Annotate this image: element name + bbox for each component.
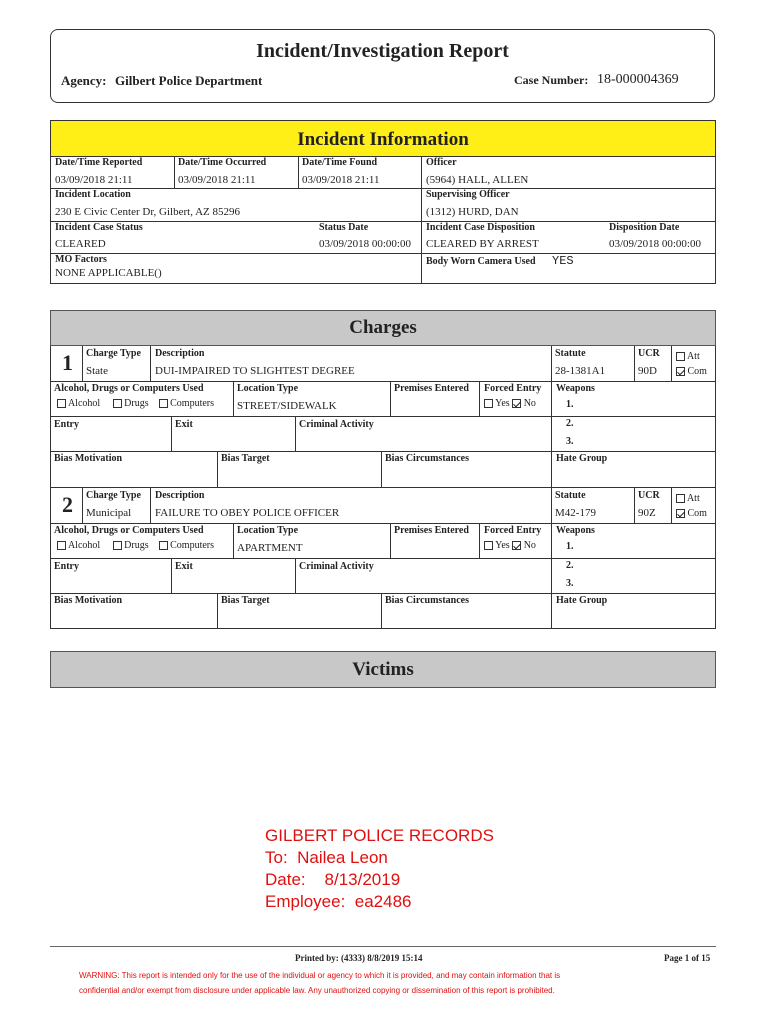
weapon-1: 1. bbox=[566, 541, 574, 552]
location-type-label: Location Type bbox=[237, 525, 299, 536]
records-stamp bbox=[265, 825, 494, 913]
mo-factors: NONE APPLICABLE() bbox=[55, 267, 162, 279]
com-checkbox[interactable] bbox=[676, 367, 685, 376]
att-checkbox-row bbox=[676, 493, 700, 504]
att-checkbox-row bbox=[676, 351, 700, 362]
no-label: No bbox=[523, 540, 536, 551]
supervising-officer: (1312) HURD, DAN bbox=[426, 206, 519, 218]
incident-section bbox=[50, 120, 716, 284]
charges-title-text: Charges bbox=[349, 317, 417, 338]
case-status-label: Incident Case Status bbox=[55, 222, 143, 233]
premises-entered-label: Premises Entered bbox=[394, 525, 469, 536]
report-title: Incident/Investigation Report bbox=[256, 40, 509, 62]
page-number: Page 1 of 15 bbox=[664, 953, 711, 963]
com-checkbox-row bbox=[676, 366, 707, 377]
case-status: CLEARED bbox=[55, 238, 106, 250]
weapon-3: 3. bbox=[566, 436, 574, 447]
alcohol-drugs-checkboxes bbox=[57, 540, 214, 551]
mo-factors-label: MO Factors bbox=[55, 254, 107, 265]
description-label: Description bbox=[155, 348, 205, 359]
case-number: 18-000004369 bbox=[597, 72, 679, 87]
criminal-activity-label: Criminal Activity bbox=[299, 419, 374, 430]
weapon-3: 3. bbox=[566, 578, 574, 589]
charge-description: FAILURE TO OBEY POLICE OFFICER bbox=[155, 507, 340, 519]
weapons-label: Weapons bbox=[556, 383, 595, 394]
statute-value: M42-179 bbox=[555, 507, 596, 519]
incident-title-text: Incident Information bbox=[297, 129, 469, 150]
officer-value: (5964) HALL, ALLEN bbox=[426, 174, 529, 186]
victims-section-title bbox=[50, 651, 716, 688]
footer-divider bbox=[50, 946, 716, 947]
forced-no-checkbox[interactable] bbox=[512, 541, 521, 550]
com-checkbox[interactable] bbox=[676, 509, 685, 518]
alcohol-label: Alcohol bbox=[67, 540, 101, 551]
description-label: Description bbox=[155, 490, 205, 501]
computers-checkbox[interactable] bbox=[159, 541, 168, 550]
stamp-line-4: Employee: ea2486 bbox=[265, 892, 412, 911]
bias-target-label: Bias Target bbox=[221, 595, 270, 606]
att-checkbox[interactable] bbox=[676, 352, 685, 361]
charge-type-label: Charge Type bbox=[86, 348, 141, 359]
premises-entered-label: Premises Entered bbox=[394, 383, 469, 394]
att-checkbox[interactable] bbox=[676, 494, 685, 503]
location-type: APARTMENT bbox=[237, 542, 303, 554]
drugs-label: Drugs bbox=[124, 398, 149, 409]
ucr-label: UCR bbox=[638, 348, 660, 359]
alcohol-checkbox[interactable] bbox=[57, 541, 66, 550]
incident-section-title bbox=[51, 121, 715, 157]
date-reported: 03/09/2018 21:11 bbox=[55, 174, 133, 186]
bias-motivation-label: Bias Motivation bbox=[54, 453, 123, 464]
criminal-activity-label: Criminal Activity bbox=[299, 561, 374, 572]
location-type-label: Location Type bbox=[237, 383, 299, 394]
com-label: Com bbox=[687, 366, 707, 377]
drugs-checkbox[interactable] bbox=[113, 541, 122, 550]
status-date: 03/09/2018 00:00:00 bbox=[319, 238, 411, 250]
body-camera-value: YES bbox=[552, 254, 574, 268]
forced-yes-checkbox[interactable] bbox=[484, 399, 493, 408]
charge-type-label: Charge Type bbox=[86, 490, 141, 501]
bias-circumstances-label: Bias Circumstances bbox=[385, 595, 469, 606]
yes-label: Yes bbox=[495, 398, 510, 409]
forced-no-checkbox[interactable] bbox=[512, 399, 521, 408]
forced-entry-label: Forced Entry bbox=[484, 383, 542, 394]
alcohol-drugs-label: Alcohol, Drugs or Computers Used bbox=[54, 525, 204, 536]
entry-label: Entry bbox=[54, 419, 79, 430]
case-number-label: Case Number: bbox=[514, 73, 589, 87]
drugs-checkbox[interactable] bbox=[113, 399, 122, 408]
ucr-value: 90Z bbox=[638, 507, 656, 519]
hate-group-label: Hate Group bbox=[556, 595, 608, 606]
stamp-line-2: To: Nailea Leon bbox=[265, 848, 388, 867]
exit-label: Exit bbox=[175, 561, 193, 572]
charge-type: Municipal bbox=[86, 507, 132, 519]
date-occurred-label: Date/Time Occurred bbox=[178, 157, 267, 168]
charge-type: State bbox=[86, 365, 108, 377]
alcohol-checkbox[interactable] bbox=[57, 399, 66, 408]
incident-location-label: Incident Location bbox=[55, 189, 131, 200]
charges-section-title bbox=[50, 310, 716, 346]
supervising-officer-label: Supervising Officer bbox=[426, 189, 510, 200]
location-type: STREET/SIDEWALK bbox=[237, 400, 337, 412]
yes-label: Yes bbox=[495, 540, 510, 551]
drugs-label: Drugs bbox=[124, 540, 149, 551]
weapons-label: Weapons bbox=[556, 525, 595, 536]
body-camera-label: Body Worn Camera Used bbox=[426, 256, 536, 267]
weapon-1: 1. bbox=[566, 399, 574, 410]
no-label: No bbox=[523, 398, 536, 409]
computers-checkbox[interactable] bbox=[159, 399, 168, 408]
charge-2-block bbox=[50, 487, 716, 629]
agency-name: Gilbert Police Department bbox=[115, 73, 263, 88]
status-date-label: Status Date bbox=[319, 222, 369, 233]
charge-description: DUI-IMPAIRED TO SLIGHTEST DEGREE bbox=[155, 365, 355, 377]
forced-entry-checkboxes bbox=[484, 398, 536, 409]
weapon-2: 2. bbox=[566, 560, 574, 571]
incident-location: 230 E Civic Center Dr, Gilbert, AZ 85296 bbox=[55, 206, 241, 218]
ucr-label: UCR bbox=[638, 490, 660, 501]
report-header bbox=[50, 29, 715, 103]
entry-label: Entry bbox=[54, 561, 79, 572]
att-label: Att bbox=[686, 351, 700, 362]
statute-label: Statute bbox=[555, 490, 586, 501]
ucr-value: 90D bbox=[638, 365, 657, 377]
exit-label: Exit bbox=[175, 419, 193, 430]
alcohol-drugs-checkboxes bbox=[57, 398, 214, 409]
bias-motivation-label: Bias Motivation bbox=[54, 595, 123, 606]
stamp-line-1: GILBERT POLICE RECORDS bbox=[265, 826, 494, 845]
charge-1-block bbox=[50, 346, 716, 488]
charge-number: 2 bbox=[62, 492, 73, 517]
alcohol-drugs-label: Alcohol, Drugs or Computers Used bbox=[54, 383, 204, 394]
date-reported-label: Date/Time Reported bbox=[55, 157, 143, 168]
disposition-date: 03/09/2018 00:00:00 bbox=[609, 238, 701, 250]
warning-line-2: confidential and/or exempt from disclosure under applicable law. Any unauthorized copying or dissemination of this report is prohibited. bbox=[79, 986, 555, 995]
victims-title-text: Victims bbox=[352, 659, 414, 680]
case-disposition-label: Incident Case Disposition bbox=[426, 222, 535, 233]
date-occurred: 03/09/2018 21:11 bbox=[178, 174, 256, 186]
officer-label: Officer bbox=[426, 157, 457, 168]
alcohol-label: Alcohol bbox=[67, 398, 101, 409]
com-checkbox-row bbox=[676, 508, 707, 519]
printed-by: Printed by: (4333) 8/8/2019 15:14 bbox=[295, 953, 423, 963]
computers-label: Computers bbox=[170, 398, 215, 409]
disposition-date-label: Disposition Date bbox=[609, 222, 680, 233]
statute-label: Statute bbox=[555, 348, 586, 359]
forced-entry-label: Forced Entry bbox=[484, 525, 542, 536]
case-disposition: CLEARED BY ARREST bbox=[426, 238, 539, 250]
forced-yes-checkbox[interactable] bbox=[484, 541, 493, 550]
weapon-2: 2. bbox=[566, 418, 574, 429]
date-found: 03/09/2018 21:11 bbox=[302, 174, 380, 186]
charge-number: 1 bbox=[62, 350, 73, 375]
warning-line-1: WARNING: This report is intended only for the use of the individual or agency to which it is provided, and may contain information that is bbox=[79, 971, 561, 980]
computers-label: Computers bbox=[170, 540, 215, 551]
agency-label: Agency: bbox=[61, 73, 107, 88]
forced-entry-checkboxes bbox=[484, 540, 536, 551]
date-found-label: Date/Time Found bbox=[302, 157, 378, 168]
statute-value: 28-1381A1 bbox=[555, 365, 606, 377]
bias-target-label: Bias Target bbox=[221, 453, 270, 464]
stamp-line-3: Date: 8/13/2019 bbox=[265, 870, 401, 889]
att-label: Att bbox=[686, 493, 700, 504]
hate-group-label: Hate Group bbox=[556, 453, 608, 464]
com-label: Com bbox=[687, 508, 707, 519]
bias-circumstances-label: Bias Circumstances bbox=[385, 453, 469, 464]
